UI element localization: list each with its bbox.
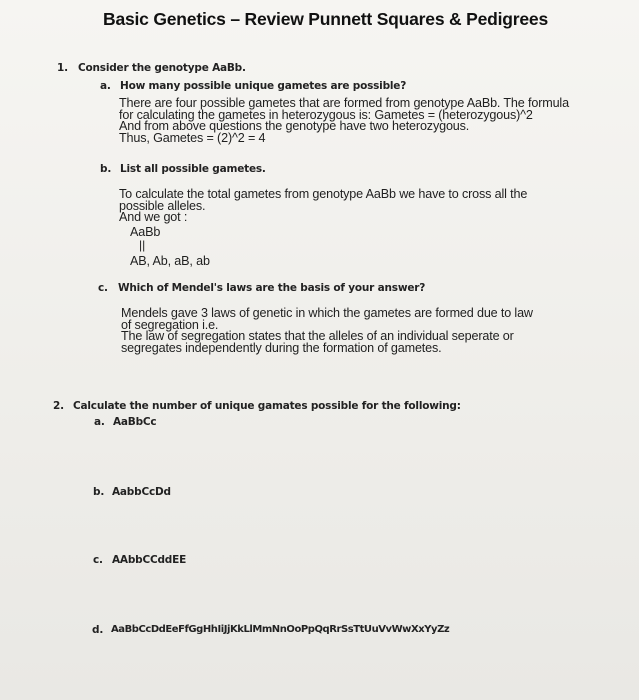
q1a-answer-line: There are four possible gametes that are formed from genotype AaBb. The formula [119, 96, 569, 110]
q1c-answer-line: Mendels gave 3 laws of genetic in which the gametes are formed due to law [121, 306, 533, 320]
q1c-answer-line: The law of segregation states that the alleles of an individual seperate or [121, 329, 514, 343]
q1a-question: How many possible unique gametes are possible? [120, 80, 407, 92]
q1b-answer-line: To calculate the total gametes from genotype AaBb we have to cross all the [119, 187, 528, 201]
q1a-answer-line: Thus, Gametes = (2)^2 = 4 [119, 130, 266, 145]
q2b-genotype: AabbCcDd [112, 486, 171, 498]
page-title: Basic Genetics – Review Punnett Squares & Pedigrees [103, 9, 548, 29]
q1a-answer-line: And from above questions the genotype have two heterozygous. [119, 119, 470, 133]
q2a-letter: a. [94, 416, 105, 428]
q1a-answer-line: for calculating the gametes in heterozygous is: Gametes = (heterozygous)^2 [119, 107, 533, 122]
q2a-genotype: AaBbCc [113, 416, 157, 428]
q1c-answer [121, 308, 533, 354]
q1c-question: Which of Mendel's laws are the basis of your answer? [118, 282, 426, 294]
q1b-equals-sign: || [139, 238, 146, 252]
q1b-letter: b. [100, 163, 112, 175]
q1-prompt: Consider the genotype AaBb. [78, 62, 246, 74]
q1b-answer-line: And we got : [119, 210, 188, 224]
q2d-genotype: AaBbCcDdEeFfGgHhIiJjKkLlMmNnOoPpQqRrSsTtUuVvWwXxYyZz [111, 624, 450, 635]
q2-prompt: Calculate the number of unique gamates possible for the following: [73, 400, 461, 412]
q2c-letter: c. [93, 554, 103, 566]
q1b-genotype: AaBb [130, 225, 161, 239]
q2-number: 2. [53, 400, 64, 412]
q1b-gametes: AB, Ab, aB, ab [130, 254, 210, 268]
q1a-answer [119, 98, 569, 144]
q1c-answer-line: segregates independently during the formation of gametes. [121, 340, 442, 355]
q1b-question: List all possible gametes. [120, 163, 266, 175]
q2d-letter: d. [92, 624, 104, 636]
q2b-letter: b. [93, 486, 105, 498]
q1c-letter: c. [98, 282, 108, 294]
q1c-answer-line: of segregation i.e. [121, 317, 219, 332]
q1-number: 1. [57, 62, 68, 74]
q1a-letter: a. [100, 80, 111, 92]
q1b-answer-line: possible alleles. [119, 198, 206, 213]
q1b-answer [119, 189, 527, 224]
q2c-genotype: AAbbCCddEE [112, 554, 187, 566]
